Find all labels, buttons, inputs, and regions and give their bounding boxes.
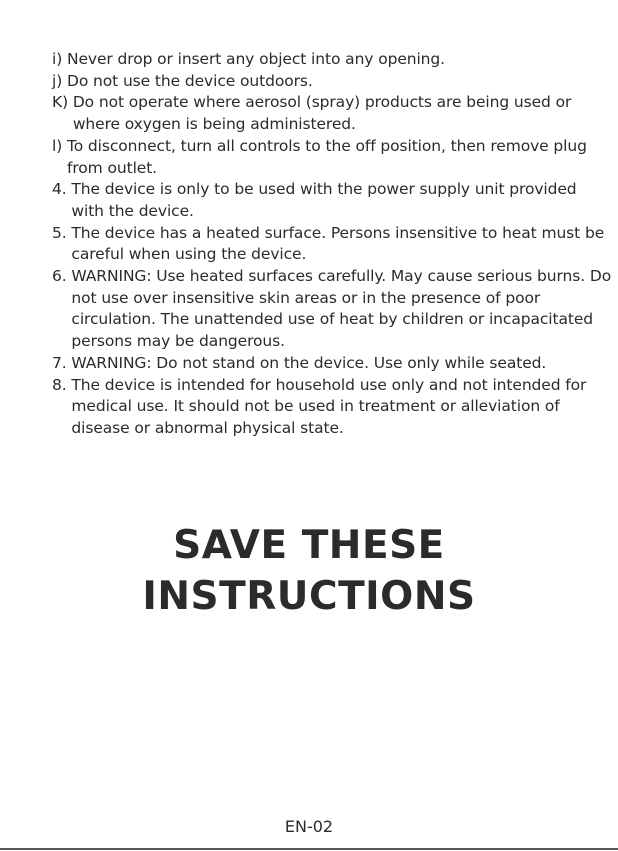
instruction-marker: i) — [52, 50, 67, 68]
instruction-item-7 — [52, 353, 612, 375]
instruction-marker: 6. — [52, 267, 72, 286]
instruction-item-l — [52, 136, 612, 179]
instruction-text: The device is only to be used with the power supply unit provided with the device. — [71, 180, 577, 220]
instruction-item-k — [52, 92, 612, 135]
instruction-text: WARNING: Use heated surfaces carefully. May cause serious burns. Do not use over insensitive skin areas or in the presence of poor circulation. The unattended use of heat by children or incapacitated persons may be dangerous. — [71, 267, 612, 351]
instruction-text: WARNING: Do not stand on the device. Use only while seated. — [71, 353, 547, 372]
instruction-marker: 4. — [52, 180, 72, 199]
instruction-item-8 — [52, 375, 612, 440]
instruction-marker: 7. — [52, 353, 72, 372]
heading-line-2: INSTRUCTIONS — [142, 574, 476, 619]
instruction-text: Never drop or insert any object into any opening. — [66, 50, 445, 68]
instruction-marker: l) — [52, 136, 67, 155]
save-instructions-heading — [0, 520, 618, 622]
page-number: EN-02 — [284, 817, 334, 836]
instruction-item-5 — [52, 223, 612, 266]
instruction-text: Do not use the device outdoors. — [66, 71, 313, 90]
instruction-marker: 5. — [52, 223, 72, 242]
instruction-text: The device is intended for household use only and not intended for medical use. It should not be used in treatment or alleviation of disease or abnormal physical state. — [71, 375, 587, 437]
instruction-item-6 — [52, 266, 612, 353]
bottom-divider — [0, 848, 618, 850]
instruction-text: The device has a heated surface. Persons insensitive to heat must be careful when using the device. — [71, 223, 605, 264]
instruction-marker: K) — [52, 93, 73, 112]
heading-line-1: SAVE THESE — [173, 523, 445, 568]
instruction-item-i — [52, 49, 612, 71]
instruction-marker: j) — [52, 71, 67, 90]
instruction-item-4 — [52, 179, 612, 222]
instruction-text: Do not operate where aerosol (spray) products are being used or where oxygen is being administered. — [72, 93, 572, 134]
instruction-marker: 8. — [52, 375, 72, 394]
instruction-text: To disconnect, turn all controls to the off position, then remove plug from outlet. — [66, 136, 587, 177]
instruction-item-j — [52, 71, 612, 93]
safety-instructions-list — [52, 49, 612, 440]
